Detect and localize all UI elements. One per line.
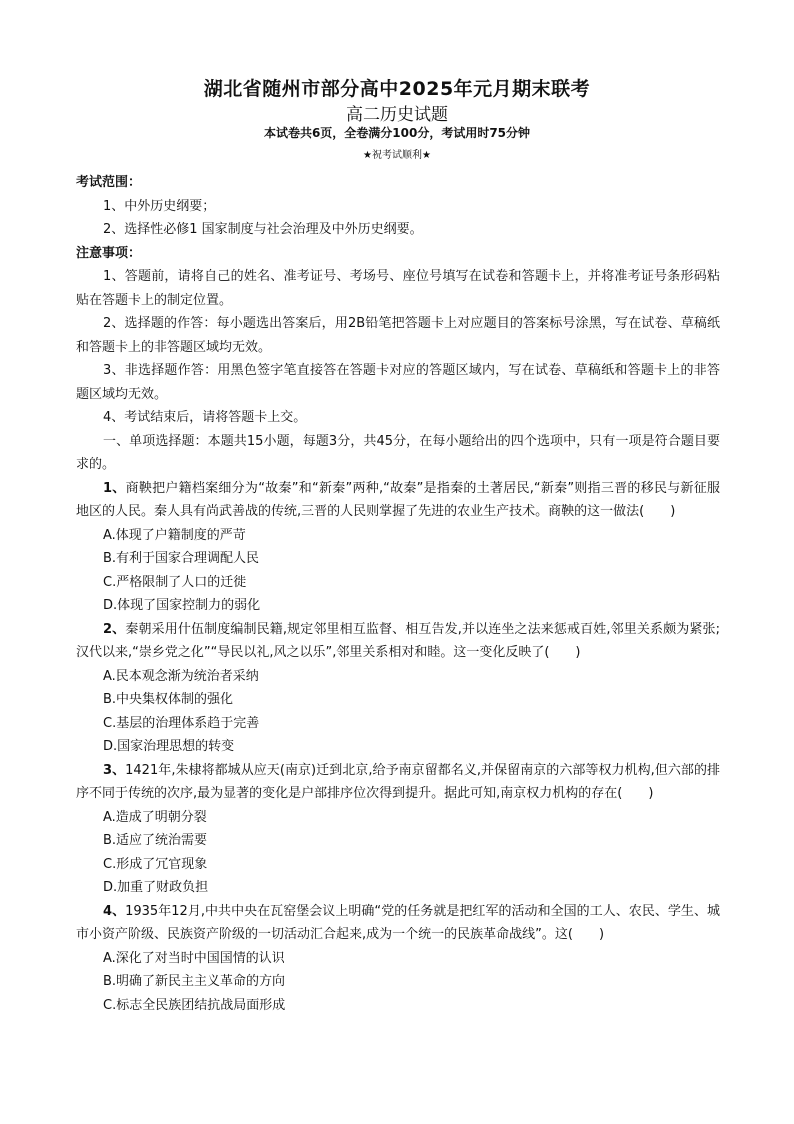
- exam-wish: ★祝考试顺利★: [363, 150, 431, 161]
- question-number: 3、: [103, 762, 126, 778]
- exam-title: 湖北省随州市部分高中2025年元月期末联考: [203, 78, 591, 100]
- scope-item: 1、中外历史纲要；: [103, 198, 216, 214]
- question-4: [76, 900, 720, 947]
- section-heading: 一、单项选择题：本题共15小题，每题3分，共45分，在每小题给出的四个选项中，只有一项是符合题目要求的。: [76, 433, 720, 472]
- question-2: [76, 618, 720, 665]
- option: C.基层的治理体系趋于完善: [103, 715, 260, 731]
- notes-item: 1、答题前，请将自己的姓名、准考证号、考场号、座位号填写在试卷和答题卡上，并将准考证号条形码粘贴在答题卡上的制定位置。: [76, 269, 720, 308]
- option: B.适应了统治需要: [103, 833, 208, 848]
- question-number: 1、: [103, 480, 126, 496]
- scope-item: 2、选择性必修1 国家制度与社会治理及中外历史纲要。: [103, 222, 423, 237]
- option: A.民本观念渐为统治者采纳: [103, 668, 259, 684]
- question-3: [76, 759, 720, 806]
- notes-item: 2、选择题的作答：每小题选出答案后，用2B铅笔把答题卡上对应题目的答案标号涂黑，写在试卷、草稿纸和答题卡上的非答题区域均无效。: [76, 316, 720, 355]
- question-stem: 商鞅把户籍档案细分为“故秦”和“新秦”两种,“故秦”是指秦的土著居民,“新秦”则指三晋的移民与新征服地区的人民。秦人具有尚武善战的传统,三晋的人民则掌握了先进的农业生产技术。商鞅的这一做法( ): [76, 480, 720, 519]
- option: B.中央集权体制的强化: [103, 692, 234, 707]
- question-number: 4、: [103, 903, 126, 919]
- option: D.加重了财政负担: [103, 880, 209, 895]
- exam-subtitle: 高二历史试题: [346, 105, 448, 125]
- option: A.造成了明朝分裂: [103, 809, 207, 825]
- notes-item: 4、考试结束后，请将答题卡上交。: [103, 410, 307, 425]
- scope-heading: 考试范围：: [76, 175, 142, 190]
- option: D.国家治理思想的转变: [103, 739, 235, 754]
- notes-heading: 注意事项：: [76, 245, 142, 261]
- question-1: [76, 477, 720, 524]
- question-stem: 1935年12月,中共中央在瓦窑堡会议上明确“党的任务就是把红军的活动和全国的工人、农民、学生、城市小资产阶级、民族资产阶级的一切活动汇合起来,成为一个统一的民族革命战线”。这( ): [76, 903, 720, 942]
- option: C.严格限制了人口的迁徙: [103, 574, 247, 590]
- notes-item: 3、非选择题作答：用黑色签字笔直接答在答题卡对应的答题区域内，写在试卷、草稿纸和答题卡上的非答题区域均无效。: [76, 363, 720, 402]
- question-stem: 秦朝采用什伍制度编制民籍,规定邻里相互监督、相互告发,并以连坐之法来惩戒百姓,邻里关系颇为紧张;汉代以来,“崇乡党之化”“导民以礼,风之以乐”,邻里关系相对和睦。这一变化反映了( ): [76, 621, 721, 660]
- exam-info: 本试卷共6页，全卷满分100分，考试用时75分钟: [263, 126, 531, 140]
- question-number: 2、: [103, 621, 126, 637]
- option: A.体现了户籍制度的严苛: [103, 527, 246, 543]
- option: C.标志全民族团结抗战局面形成: [103, 997, 286, 1013]
- option: B.有利于国家合理调配人民: [103, 551, 260, 566]
- option: B.明确了新民主主义革命的方向: [103, 974, 286, 989]
- option: D.体现了国家控制力的弱化: [103, 598, 261, 613]
- option: A.深化了对当时中国国情的认识: [103, 950, 285, 966]
- question-stem: 1421年,朱棣将都城从应天(南京)迁到北京,给予南京留都名义,并保留南京的六部等权力机构,但六部的排序不同于传统的次序,最为显著的变化是户部排序位次得到提升。据此可知,南京权力机构的存在( ): [76, 762, 720, 801]
- exam-body: [76, 171, 720, 1017]
- option: C.形成了冗官现象: [103, 856, 208, 872]
